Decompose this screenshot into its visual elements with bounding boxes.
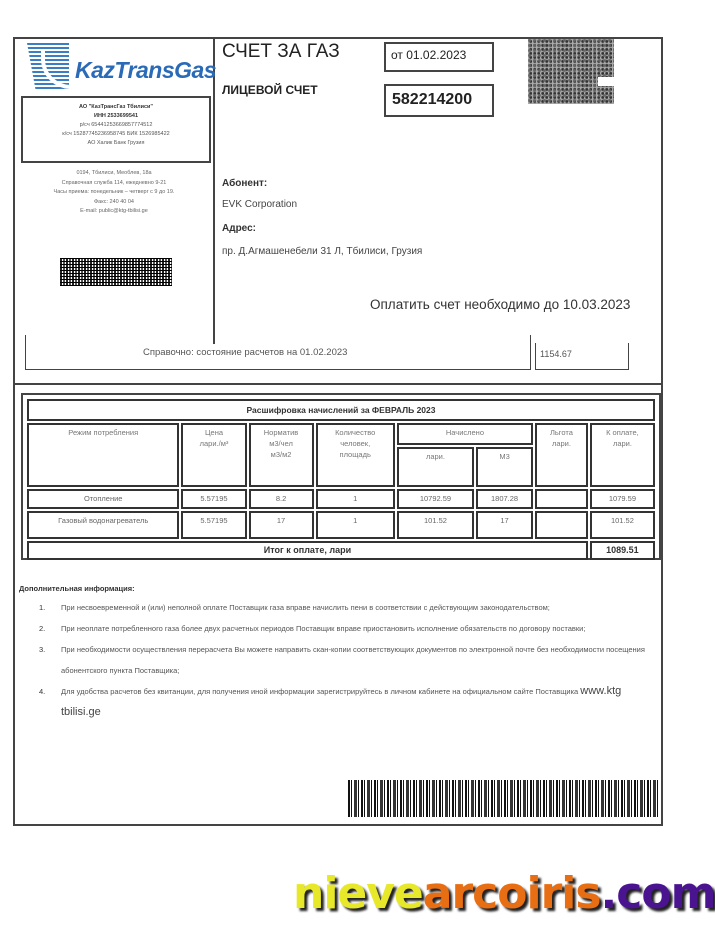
- header-norm: Норматив м3/чел м3/м2: [249, 423, 314, 487]
- company-logo: [27, 43, 217, 93]
- contact-email: E-mail: public@ktg-tbilisi.ge: [80, 208, 148, 214]
- company-details: [21, 96, 211, 163]
- barcode-icon: [348, 780, 660, 817]
- company-contacts: [19, 169, 209, 217]
- info-list: [39, 597, 659, 723]
- account-number: 582214200: [384, 84, 494, 117]
- contact-hours: Часы приема: понедельник – четверг с 9 до 19.: [53, 189, 175, 195]
- total-label: Итог к оплате, лари: [27, 541, 588, 560]
- header-charged-m3: М3: [476, 447, 533, 487]
- header-mode: Режим потребления: [27, 423, 179, 487]
- info-heading: Дополнительная информация:: [19, 584, 135, 593]
- info-item: 2. При неоплате потребленного газа более двух расчетных периодов Поставщик вправе приостановить исполнение обязательств по договору поставки;: [39, 624, 586, 633]
- info-item: 3. При необходимости осуществления перерасчета Вы можете направить скан-копии соответствующих документов по электронной почте без необходимости посещения абонентского пункта Поставщика;: [39, 645, 645, 675]
- account-label: ЛИЦЕВОЙ СЧЕТ: [222, 83, 318, 97]
- watermark: nievearcoiris.com: [293, 868, 715, 919]
- header-qty: Количество человек, площадь: [316, 423, 395, 487]
- header-to-pay: К оплате, лари.: [590, 423, 655, 487]
- table-row: Газовый водонагреватель 5.57195 17 1 101.52 17 101.52: [27, 511, 655, 539]
- table-title: Расшифровка начислений за ФЕВРАЛЬ 2023: [27, 399, 655, 421]
- pdf417-barcode-icon: [60, 258, 172, 286]
- logo-text: KazTransGas: [75, 57, 217, 83]
- subscriber-label: Абонент:: [222, 178, 268, 189]
- qr-code-icon: [528, 39, 614, 104]
- company-corr-account: к/сч 15287745236958745 БИК 1526985422: [62, 131, 170, 137]
- section-divider: [15, 383, 661, 385]
- info-item: 1. При несвоевременной и (или) неполной оплате Поставщик газа вправе начислить пени в соответствии с действующим законодательством;: [39, 603, 550, 612]
- website-link[interactable]: www.ktg tbilisi.ge: [61, 685, 622, 718]
- header-charged-gel: лари.: [397, 447, 474, 487]
- table-row: Отопление 5.57195 8.2 1 10792.59 1807.28 1079.59: [27, 489, 655, 509]
- company-account: р/сч 65441253669857774512: [79, 122, 153, 128]
- reference-text: Справочно: состояние расчетов на 01.02.2023: [143, 347, 348, 358]
- company-name: АО "КазТрансГаз Тбилиси": [78, 104, 154, 110]
- header-price: Цена лари./м³: [181, 423, 246, 487]
- subscriber-name: EVK Corporation: [222, 199, 298, 210]
- subscriber-address: пр. Д.Агмашенебели 31 Л, Тбилиси, Грузия: [222, 246, 423, 257]
- logo-icon: [27, 43, 69, 89]
- contact-helpline: Справочная служба 114, ежедневно 9-21: [61, 179, 167, 186]
- info-item: 4. Для удобства расчетов без квитанции, для получения иной информации зарегистрируйтесь в личном кабинете на официальном сайте Поставщика www.ktg tbilisi.ge: [39, 685, 622, 718]
- bill-date: от 01.02.2023: [384, 42, 494, 72]
- header-charged: Начислено: [397, 423, 533, 445]
- header-discount: Льгота лари.: [535, 423, 588, 487]
- company-bank: АО Халик Банк Грузия: [87, 140, 145, 146]
- contact-fax: Факс: 240 40 04: [94, 198, 134, 205]
- address-label: Адрес:: [222, 223, 256, 234]
- total-value: 1089.51: [590, 541, 655, 560]
- bill-title: СЧЕТ ЗА ГАЗ: [222, 41, 340, 62]
- company-inn: ИНН 2533699541: [93, 113, 138, 119]
- reference-amount: 1154.67: [535, 343, 629, 370]
- total-row: [27, 541, 655, 560]
- due-date-notice: Оплатить счет необходимо до 10.03.2023: [370, 297, 631, 312]
- contact-address: 0194, Тбилиси, Меоблев, 18а: [76, 170, 152, 176]
- company-column: [15, 39, 215, 344]
- charges-table: [21, 393, 661, 560]
- gas-bill-document: [13, 37, 663, 826]
